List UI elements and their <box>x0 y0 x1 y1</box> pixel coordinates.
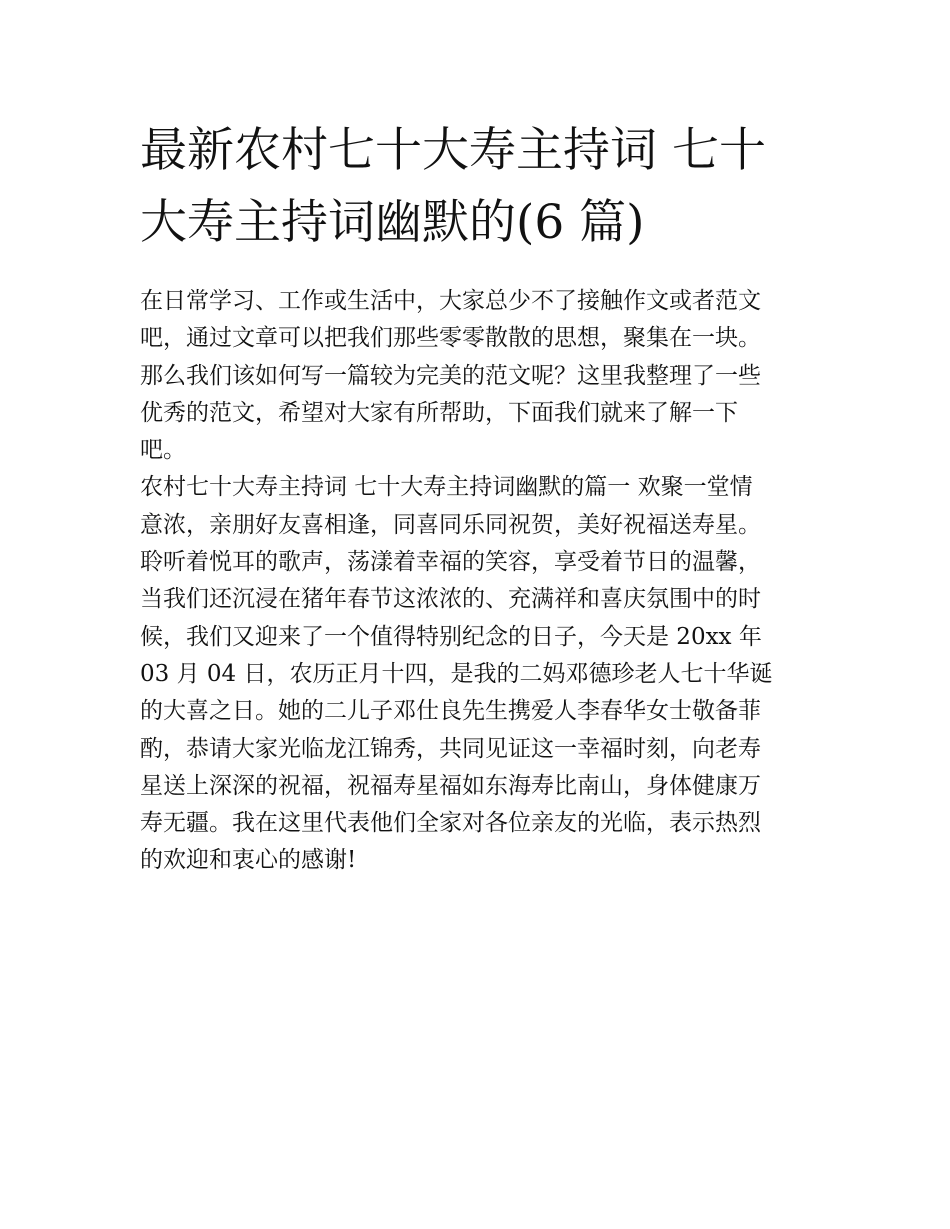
document-title <box>140 115 812 259</box>
text-line: 在日常学习、工作或生活中，大家总少不了接触作文或者范文 <box>140 288 761 314</box>
text-line: 那么我们该如何写一篇较为完美的范文呢？这里我整理了一些 <box>140 362 761 389</box>
text-line: 当我们还沉浸在猪年春节这浓浓的、充满祥和喜庆氛围中的时 <box>140 586 761 613</box>
title-line: 最新农村七十大寿主持词 七十 <box>140 123 766 178</box>
text-line: 农村七十大寿主持词 七十大寿主持词幽默的篇一 欢聚一堂情 <box>140 474 753 501</box>
text-line: 吧，通过文章可以把我们那些零零散散的思想，聚集在一块。 <box>140 325 761 352</box>
text-line: 寿无疆。我在这里代表他们全家对各位亲友的光临，表示热烈 <box>140 810 761 837</box>
text-line: 优秀的范文，希望对大家有所帮助，下面我们就来了解一下 <box>140 399 738 426</box>
text-line: 吧。 <box>140 437 186 464</box>
text-line: 酌，恭请大家光临龙江锦秀，共同见证这一幸福时刻，向老寿 <box>140 735 761 762</box>
title-line: 大寿主持词幽默的(6 篇) <box>140 195 645 250</box>
text-line: 聆听着悦耳的歌声，荡漾着幸福的笑容，享受着节日的温馨， <box>140 549 761 576</box>
text-line: 星送上深深的祝福，祝福寿星福如东海寿比南山，身体健康万 <box>140 772 761 799</box>
text-line: 候，我们又迎来了一个值得特别纪念的日子，今天是 20xx 年 <box>140 623 762 650</box>
intro-paragraph <box>140 283 812 469</box>
text-line: 的欢迎和衷心的感谢! <box>140 847 357 874</box>
section-one-paragraph <box>140 469 812 879</box>
text-line: 意浓，亲朋好友喜相逢，同喜同乐同祝贺，美好祝福送寿星。 <box>140 511 761 538</box>
text-line: 03 月 04 日，农历正月十四，是我的二妈邓德珍老人七十华诞 <box>140 660 773 687</box>
document-page <box>140 115 812 880</box>
text-line: 的大喜之日。她的二儿子邓仕良先生携爱人李春华女士敬备菲 <box>140 698 761 725</box>
